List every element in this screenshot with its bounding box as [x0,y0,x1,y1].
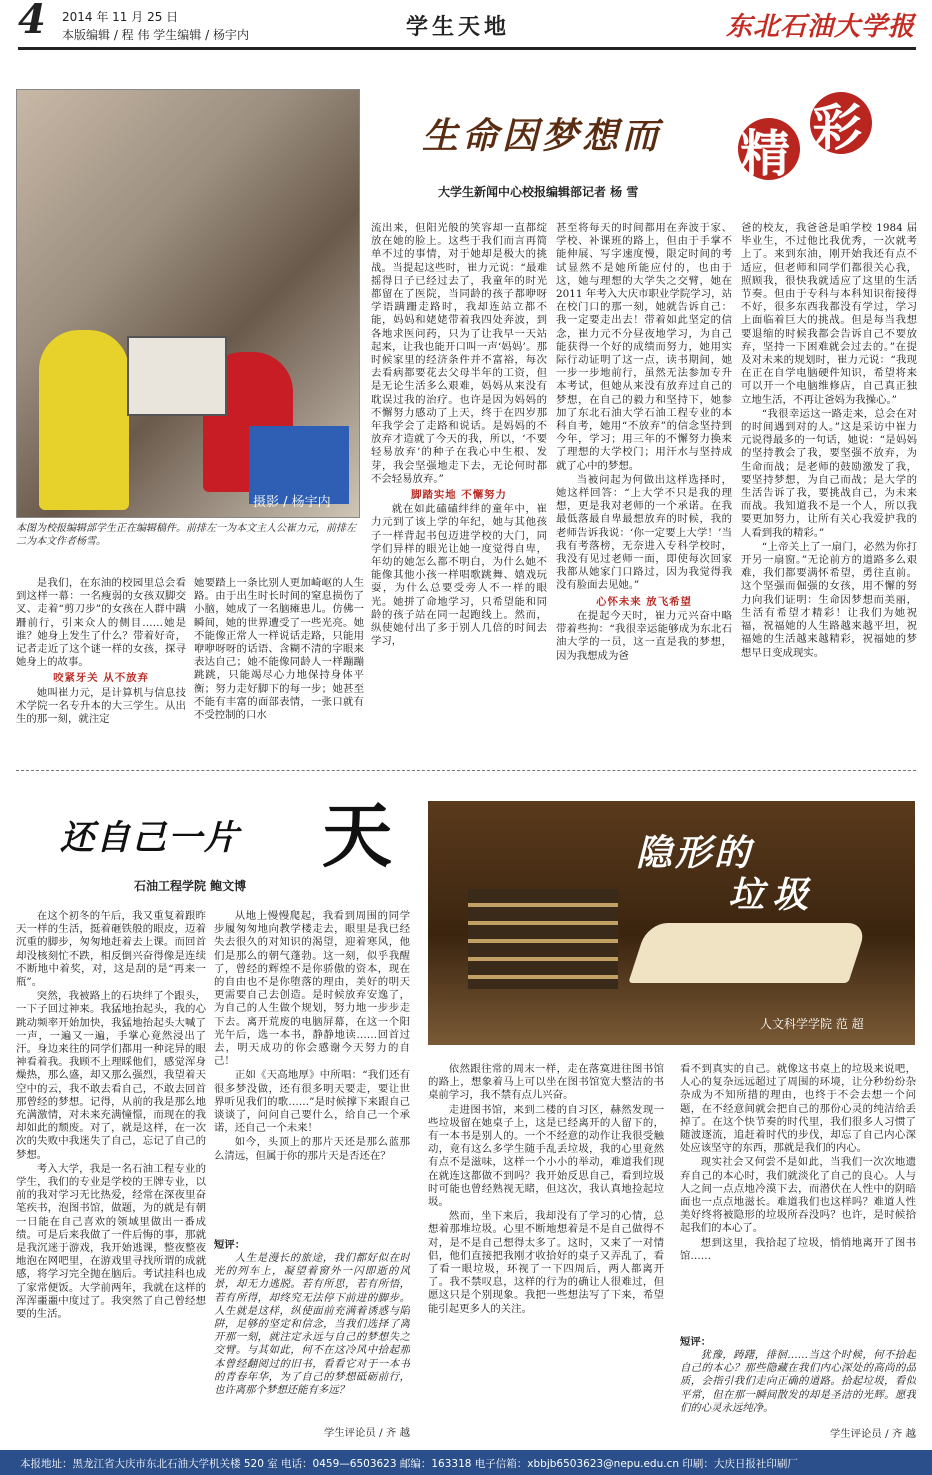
article2-col1 [16,910,206,1435]
editors: 本版编辑 / 程 伟 学生编辑 / 杨宇内 [62,28,249,42]
article1-col-top3 [741,222,917,757]
paragraph: 她叫崔力元，是计算机与信息技术学院一名专升本的大三学生。从出生的那一刻，就注定 [16,686,186,726]
article3-signature: 学生评论员 / 齐 越 [829,1428,916,1440]
paragraph: 她要踏上一条比别人更加崎岖的人生路。由于出生时长时间的窒息损伤了小脑，她成了一名脑瘫患儿。仿佛一瞬间，她的世界遭受了一些光亮。她不能像正常人一样说话走路，只能用咿咿呀呀的话语、含糊不清的字眼来表达自己；她不能像同龄人一样蹦蹦跳跳，只能竭尽心力地保持身体平衡；努力走好脚下的每一步；她甚至不能有丰富的面部表情，一张口就有不受控制的口水 [194,577,364,722]
article3-col1 [428,1063,664,1435]
paragraph: 在提起今天时，崔力元兴奋中略带着些拘：“我很幸运能够成为东北石油大学的一员，这一直是我的梦想，因为我想成为爸 [556,609,732,662]
paragraph: 考入大学，我是一名石油工程专业的学生，我们的专业是学校的王牌专业，以前的我对学习无比热爱，经常在深夜里奋笔疾书，泡图书馆，做题，为的就是有朝一日能在自己喜欢的领域里做出一番成绩。可是后来我做了一件后悔的事，那就是我沉迷于游戏，我开始逃课，整夜整夜地泡在网吧里，在游戏里寻找所谓的成就感，将学习完全抛在脑后。考试挂科也成了家常便饭。大学前两年，我就在这样的浑浑噩噩中度过了。我突然了自己曾经想要的生活。 [16,1162,206,1321]
article1-title-big1: 精 [740,124,790,183]
article1-col-bot1 [16,577,186,757]
paragraph: 爸的校友，我爸爸是咱学校 1984 届毕业生，不过他比我优秀，一次就考上了。来到东油，刚开始我还有点不适应，但老师和同学们都很关心我，照顾我，很快我就适应了这里的生活节奏。但由于专科与本科知识衔接得不好，很多东西我都没有学过，学习上面临着巨大的挑战。但是每当我想要退缩的时候我都会告诉自己不要放弃，坚持一下困难就会过去的。”在提及对未来的规划时，崔力元说：“我现在正在自学电脑硬件知识，希望将来可以开一个电脑维修店，自己真正独立地生活，不再让爸妈为我操心。” [741,222,917,406]
footer-bar [0,1450,932,1475]
paragraph: 甚至将每天的时间都用在奔波于家、学校、补课班的路上，但由于手掌不能伸展、写字速度慢，限定时间的考试显然不是她所能应付的，也由于这，她与理想的大学失之交臂，她在 2011 年考入大庆市职业学院学习，站在校门口的那一刻，她就告诉自己：我一定要走出去！带着如此坚定的信念，崔力元不分昼夜地学习，为自己能获得一个好的成绩而努力，她用实际行动证明了这一点，读书期间，她一步一步地前行，虽然无法参加专升本考试，但她从来没有放弃过自己的梦想，在自己的毅力和坚持下，她参加了东北石油大学石油工程专业的本科自考，她用“不放弃”的信念坚持到今年，学习；用三年的不懈努力换来了理想的大学校门；用汗水与坚持成就了心中的梦想。 [556,222,732,472]
article3-byline: 人文科学学院 范 超 [760,1017,864,1031]
article2-byline: 石油工程学院 鲍文博 [134,879,247,893]
paragraph: 是我们，在东油的校园里总会看到这样一幕：一名瘦弱的女孩双脚交叉、走着“剪刀步”的女孩在人群中蹒跚前行，引来众人的侧目……她是谁？她身上发生了什么？带着好奇，记者走近了这个谜一样的女孩，探寻她身上的故事。 [16,577,186,669]
article1-col-top1 [371,222,547,692]
article1-col-top2 [556,222,732,692]
article2-col2 [214,910,410,1230]
article3-col2 [680,1063,916,1327]
photo-person-1 [39,330,129,510]
footer-text: 本报地址：黑龙江省大庆市东北石油大学机关楼 520 室 电话：0459—6503623 邮编：163318 电子信箱：xbbjb6503623@nepu.edu.cn 印刷：大庆日报社印刷厂 [20,1458,798,1470]
article1-title: 生命因梦想而 [422,115,663,157]
article3-photo [428,801,915,1045]
paragraph: 看不到真实的自己。就像这书桌上的垃圾来说吧，人心的复杂远远超过了周围的环境，让分秒纷纷杂杂成为不知所措的理由，也终于不会去想一个问题，在不经意间就会把自己的那份心灵的纯洁给丢掉了。在这个快节奏的时代里，我们很多人习惯了随波逐流，追赶着时代的步伐，却忘了自己内心深处应该坚守的东西，那就是我们的内心。 [680,1063,916,1155]
subheading: 心怀未来 放飞希望 [596,595,692,608]
paragraph: “上帝关上了一扇门，必然为你打开另一扇窗。”无论前方的道路多么艰难，我们都要满怀希望，勇往直前。这个坚强而倔强的女孩，用不懈的努力向我们证明：生命因梦想而美丽，生活有希望才精彩！让我们为她祝福，祝福她的人生路越来越平坦，祝福她的生活越来越精彩，祝福她的梦想早日变成现实。 [741,540,917,659]
paragraph: 流出来，但阳光般的笑容却一直都绽放在她的脸上。这些于我们而言再简单不过的事情，对于她却是极大的挑战。当提起这些时，崔力元说：“最难摇得日子已经过去了，我童年的时光都留在了医院，当同龄的孩子都咿呀学语蹒跚走路时，我却连站立都不能，妈妈和姥姥带着我四处奔波，到各地求医问药，只为了让我早一天站起来，让我也能开口叫一声‘妈妈’。那时候家里的经济条件并不富裕，每次去看病都要花去父母半年的工资，但是无论生活多么艰难，妈妈从来没有耽误过我的治疗。也许是因为妈妈的不懈努力感动了上天，终于在四岁那年我学会了走路和说话。是妈妈的不放弃才造就了今天的我，所以，‘不要轻易放弃’的种子在我心中生根、发芽，我会坚强地走下去，无论何时都不会轻易放弃。” [371,222,547,485]
paragraph: 走进图书馆，来到二楼的自习区，赫然发现一些垃圾留在她桌子上，这是已经离开的人留下的，有一本书是别人的。一个不经意的动作让我很受触动，竟有这么多学生随手乱丢垃圾，我的心里竟然有点不是滋味，这样一个小小的举动，难道我们现在就连这都做不到吗？我开始反思自己，看到垃圾时可能也曾经熟视无睹，但这次，我认真地捡起垃圾。 [428,1103,664,1209]
subheading: 咬紧牙关 从不放弃 [53,672,149,685]
article3-review: 犹豫，踌躇，徘徊……当这个时候，何不拾起自己的本心？那些隐藏在我们内心深处的高尚的品质，会指引我们走向正确的道路。拾起垃圾，看似平常，但在那一瞬间散发的却是圣洁的光辉。愿我们的心灵永远纯净。 [680,1349,916,1414]
photo-open-book [628,923,867,983]
paragraph: 从地上慢慢爬起，我看到周围的同学步履匆匆地向教学楼走去，眼里是我已经失去很久的对知识的渴望，迎着寒风，他们是那么的朝气蓬勃。这一刻，似乎我醒了，曾经的辉煌不是你骄傲的资本，现在的自由也不是你堕落的理由，美好的明天更需要自己去创造。是时候放弃安逸了，为自己的人生做个规划，努力地一步步走下去。离开荒废的电脑屏幕，在这一个阳光午后，选一本书，静静地读……回首过去，明天成功的你会感谢今天努力的自己！ [214,910,410,1068]
section-divider [16,770,916,771]
issue-date: 2014 年 11 月 25 日 [62,10,179,24]
paragraph: 正如《天高地厚》中所唱：“我们还有很多梦没做，还有很多明天要走，要让世界听见我们的歌……”是时候撑下来跟自己谈谈了，问问自己要什么，给自己一个承诺，还自己一个未来！ [214,1069,410,1135]
paragraph: 然而，坐下来后，我却没有了学习的心情，总想着那堆垃圾。心里不断地想着是不是自己做得不对，是不是自己想得太多了。这时，又来了一对情侣，他们直接把我刚才收拾好的桌子又弄乱了，看了看一眼垃圾，环视了一下四周后，两人都离开了。我不禁叹息，这样的行为的确让人很难过，但愿这只是个别现象。我把一些想法写了下来，希望能引起更多人的关注。 [428,1210,664,1315]
article2-review: 人生是漫长的旅途，我们都好似在时光的列车上，凝望着窗外一闪即逝的风景，却无力逃脱。若有所思，若有所悟，若有所得，却终究无法停下前进的脚步。人生就是这样，纵使面前充满着诱惑与陷阱，足够的坚定和信念，当我们选择了离开那一刻，就注定永远与自己的梦想失之交臂。与其如此，何不在这冷风中拾起那本曾经翻阅过的旧书，看看它对于一本书的青春年华，为了自己的梦想砥砺前行，也许离那个梦想还能有多远？ [214,1252,410,1397]
paragraph: 在这个初冬的午后，我又重复着跟昨天一样的生活，挺着砸铁般的眼皮，迈着沉重的脚步，匆匆地赶着去上课。而回首却没核刻忙不跌，相反倒兴奋得像是连续不断地中着奖，对，这是刮的是“再来一瓶”。 [16,910,206,989]
paragraph: 现实社会又何尝不是如此，当我们一次次地遗弃自己的本心时，我们就淡化了自己的良心。人与人之间一点点地冷漠下去，而潜伏在人性中的阴暗面也一点点地滋长。难道我们也这样吗？难道人性美好终将被隐形的垃圾所吞没吗？也许，是时候拾起我们的本心了。 [680,1156,916,1235]
article1-byline: 大学生新闻中心校报编辑部记者 杨 雪 [438,185,639,199]
photo-caption: 本图为校报编辑部学生正在编辑稿件。前排左一为本文主人公崔力元，前排左二为本文作者杨雪。 [16,523,356,547]
article3-review-label: 短评： [680,1336,712,1348]
masthead: 东北石油大学报 [726,12,916,42]
page-number: 4 [18,0,46,43]
paragraph: “我很幸运这一路走来，总会在对的时间遇到对的人。”这是采访中崔力元说得最多的一句话，她说：“是妈妈的坚持教会了我，要坚强不放弃，为生命而战；是老师的鼓励激发了我，要坚持梦想，为自己而战；是大学的生活告诉了我，要挑战自己，为未来而战。我知道我不是一个人，所以我要更加努力，让所有关心我爱护我的人看到我的精彩。” [741,407,917,539]
article2-title: 还自己一片 [60,818,240,858]
photo-book-stack [468,889,618,989]
article1-title-big2: 彩 [812,98,862,157]
photo-monitor [127,336,227,416]
article2-title-big: 天 [322,794,392,877]
photo-credit: 摄影 / 杨宇内 [253,495,331,510]
paragraph: 如今，头顶上的那片天还是那么蓝那么清远，但属于你的那片天是否还在？ [214,1136,410,1162]
page-header [0,0,932,46]
paragraph: 当被问起为何做出这样选择时，她这样回答：“上大学不只是我的理想，更是我对老师的一个承诺。在我最低落最自卑最想放弃的时候，我的老师告诉我说：‘你一定要上大学！’当我有考落榜，无奈进入专科学校时，我没有见过老师一面，即使每次回家我都从她家门口路过，因为我觉得我没有脸面去见她。” [556,473,732,592]
section-title: 学生天地 [406,14,511,40]
paragraph: 突然，我被路上的石块绊了个跟头，一下子回过神来。我猛地抬起头，我的心跳动频率开始加快，我猛地抬起头大喊了一声，一遍又一遍，手掌心竟然浸出了汗。身边来往的同学们都用一种诧异的眼神看着我。我顾不上理睬他们，感觉浑身燥热，那么盛，却又那么强烈，我望着天空中的云，我不敢去看自己，不敢去回首那曾经的梦想。记得，从前的我是那么地充满激情，对未来充满憧憬，而现在的我却如此的颓废。对了，就是这样，在一次次的失败中我迷失了自己，忘记了自己的梦想。 [16,990,206,1161]
article3-title2: 垃圾 [728,874,817,916]
subheading: 脚踏实地 不懈努力 [411,489,507,502]
article2-signature: 学生评论员 / 齐 越 [323,1427,410,1439]
paragraph: 就在如此磕磕绊绊的童年中，崔力元到了该上学的年纪，她与其他孩子一样背起书包迈进学校的大门，同学们异样的眼光让她一度觉得自卑，年幼的她怎么都不明白，为什么她不能像其他小孩一样唱歌跳舞、嬉戏玩耍，为什么总要受旁人不一样的眼光。她拼了命地学习，只希望能和同龄的孩子站在同一起跑线上。然而，纵使她付出了多于别人几倍的时间去学习， [371,503,547,648]
header-rule [18,47,916,50]
paragraph: 想到这里，我拾起了垃圾，悄悄地离开了图书馆…… [680,1236,916,1262]
article2-review-label: 短评： [214,1239,246,1251]
paragraph: 依然跟往常的周末一样，走在落寞进往图书馆的路上，想象着马上可以坐在图书馆宽大整洁的书桌前学习，我不禁有点儿兴奋。 [428,1063,664,1102]
article1-photo [16,89,360,518]
article3-title1: 隐形的 [636,832,754,874]
article1-col-bot2 [194,577,364,757]
